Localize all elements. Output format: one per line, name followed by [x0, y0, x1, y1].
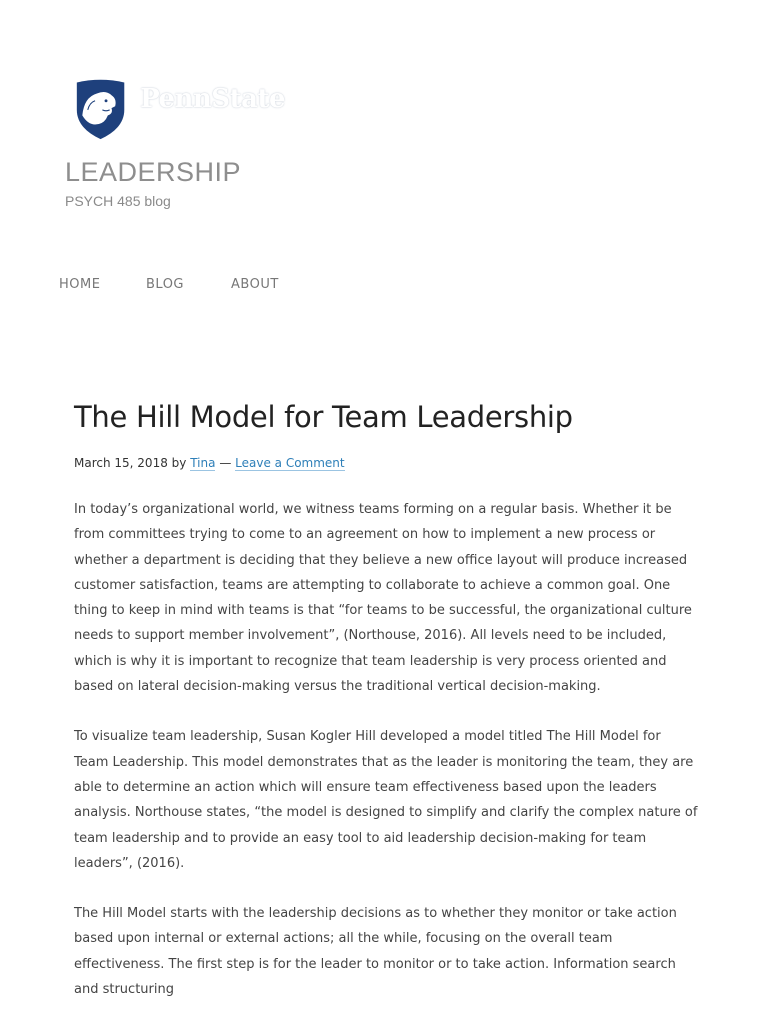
- post-by-label: by: [171, 456, 187, 470]
- nav-item-home[interactable]: HOME: [59, 277, 101, 292]
- nav-item-about[interactable]: ABOUT: [231, 277, 279, 292]
- post-title: The Hill Model for Team Leadership: [74, 400, 573, 434]
- post-meta: [74, 454, 345, 472]
- post-date: March 15, 2018: [74, 456, 168, 470]
- post-content: [74, 497, 698, 1027]
- post-paragraph: The Hill Model starts with the leadership decisions as to whether they monitor or take action based upon internal or external actions; all the while, focusing on the overall team effectiveness. The first step is for the leader to monitor or to take action. Information search and structuring: [74, 906, 677, 998]
- meta-separator: —: [219, 456, 232, 470]
- site-title[interactable]: LEADERSHIP: [65, 157, 242, 187]
- post-paragraph: In today’s organizational world, we witness teams forming on a regular basis. Whether it be from committees trying to come to an agreement on how to implement a new process or whether a department is deciding that they believe a new office layout will produce increased customer satisfaction, teams are attempting to collaborate to achieve a common goal. One thing to keep in mind with teams is that “for teams to be successful, the organizational culture needs to support member involvement”, (Northouse, 2016). All levels need to be included, which is why it is important to recognize that team leadership is very process oriented and based on lateral decision-making versus the traditional vertical decision-making.: [74, 502, 692, 695]
- nittany-lion-shield-icon: [75, 76, 126, 142]
- leave-comment-link[interactable]: Leave a Comment: [235, 456, 345, 470]
- logo-wordmark: PennState: [140, 84, 285, 114]
- site-description: PSYCH 485 blog: [65, 193, 171, 209]
- main-navigation: [59, 276, 291, 294]
- post-author-link[interactable]: Tina: [190, 456, 216, 470]
- site-logo[interactable]: [75, 76, 285, 142]
- post-paragraph: To visualize team leadership, Susan Kogler Hill developed a model titled The Hill Model for Team Leadership. This model demonstrates that as the leader is monitoring the team, they are able to determine an action which will ensure team effectiveness based upon the leaders analysis. Northouse states, “the model is designed to simplify and clarify the complex nature of team leadership and to provide an easy tool to aid leadership decision-making for team leaders”, (2016).: [74, 729, 698, 871]
- nav-item-blog[interactable]: BLOG: [146, 277, 185, 292]
